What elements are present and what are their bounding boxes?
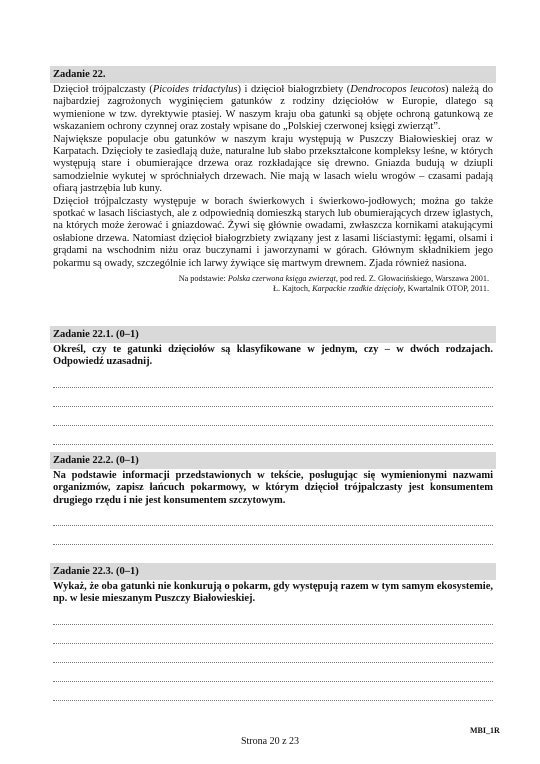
answer-lines-22-2[interactable] (50, 507, 496, 545)
task-22-2-question: Na podstawie informacji przedstawionych w tekście, posługując się wymienionymi nazwami organizmów, zapisz łańcuch pokarmowy, w którym dzięcioł trójpalczasty jest konsumentem drugiego rzędu i nie jest konsumentem szczytowym. (53, 470, 493, 506)
source1-title: Polska czerwona księga zwierząt (227, 274, 336, 284)
p1-part-c: ) należą do najbardziej zagrożonych wyginięciem gatunków z rodziny dzięciołów w Europie, dlatego są wymienione w tzw. dyrektywie ptasiej. W naszym kraju oba gatunki są objęte ochroną gatunkową ze wskazaniem ochrony czynnej oraz zostały wpisane do „Polskiej czerwonej księgi zwierząt”. (53, 84, 493, 133)
source-citation (53, 274, 493, 294)
exam-code: MBI_1R (470, 726, 500, 735)
answer-line[interactable] (53, 625, 493, 644)
p1-part-a: Dzięcioł trójpalczasty ( (53, 84, 153, 95)
task-22-text (50, 83, 496, 294)
source2-title: Karpackie rzadkie dzięcioły (312, 284, 404, 294)
task-22-3-section (50, 563, 496, 701)
p1-part-b: ) i dzięcioł białogrzbiety ( (237, 84, 351, 95)
answer-line[interactable] (53, 644, 493, 663)
latin-name-2: Dendrocopos leucotos (350, 84, 446, 95)
paragraph-2: Największe populacje obu gatunków w naszym kraju występują w Puszczy Białowieskiej oraz w Karpatach. Dzięcioły te zasiedlają duże, naturalne lub słabo przekształcone kompleksy leśne, w których występują stare i obumierające drzewa oraz rozkładające się drewno. Gniazda budują w dziupli samodzielnie wykutej w spróchniałych drzewach. Nie mają w lasach wielu wrogów – czasami padają ofiarą jastrzębia lub kuny. (53, 133, 493, 195)
task-22-1-question: Określ, czy te gatunki dzięciołów są klasyfikowane w jednym, czy – w dwóch rodzajach. Odpowiedź uzasadnij. (53, 344, 493, 368)
answer-line[interactable] (53, 407, 493, 426)
paragraph-1 (53, 84, 493, 134)
source1-prefix: Na podstawie: (178, 274, 228, 284)
source-line-2 (53, 284, 489, 294)
answer-line[interactable] (53, 682, 493, 701)
answer-line[interactable] (53, 663, 493, 682)
source1-suffix: , pod red. Z. Głowacińskiego, Warszawa 2001. (335, 274, 489, 284)
task-22-2-section (50, 452, 496, 545)
task-22-1-header: Zadanie 22.1. (0–1) (50, 326, 496, 343)
task-22-1-section (50, 326, 496, 445)
answer-lines-22-1[interactable] (50, 369, 496, 445)
source-line-1 (53, 274, 489, 284)
source2-suffix: , Kwartalnik OTOP, 2011. (403, 284, 489, 294)
task-22-2-header: Zadanie 22.2. (0–1) (50, 452, 496, 469)
answer-line[interactable] (53, 369, 493, 388)
page-number: Strona 20 z 23 (240, 736, 300, 747)
answer-line[interactable] (53, 426, 493, 445)
task-22-3-header: Zadanie 22.3. (0–1) (50, 563, 496, 580)
paragraph-3: Dzięcioł trójpalczasty występuje w borach świerkowych i świerkowo-jodłowych; można go także spotkać w lasach liściastych, ale z odpowiednią domieszką starych lub obumierających drzew iglastych, na których może żerować i gniazdować. Żywi się głównie owadami, zwłaszcza kornikami atakującymi osłabione drzewa. Natomiast dzięcioł białogrzbiety związany jest z lasami liściastymi: łęgami, olsami i grądami na wschodnim niżu oraz buczynami i jaworzynami w górach. Głównym składnikiem jego pokarmu są owady, szczególnie ich larwy żywiące się martwym drewnem. Zjada również nasiona. (53, 195, 493, 269)
answer-line[interactable] (53, 606, 493, 625)
task-22-section (50, 66, 496, 294)
answer-lines-22-3[interactable] (50, 606, 496, 701)
latin-name-1: Picoides tridactylus (152, 84, 238, 95)
answer-line[interactable] (53, 526, 493, 545)
answer-line[interactable] (53, 388, 493, 407)
source2-prefix: Ł. Kajtoch, (272, 284, 313, 294)
answer-line[interactable] (53, 507, 493, 526)
task-22-3-question: Wykaż, że oba gatunki nie konkurują o pokarm, gdy występują razem w tym samym ekosystemie, np. w lesie mieszanym Puszczy Białowieskiej. (53, 581, 493, 605)
task-22-header: Zadanie 22. (50, 66, 496, 83)
